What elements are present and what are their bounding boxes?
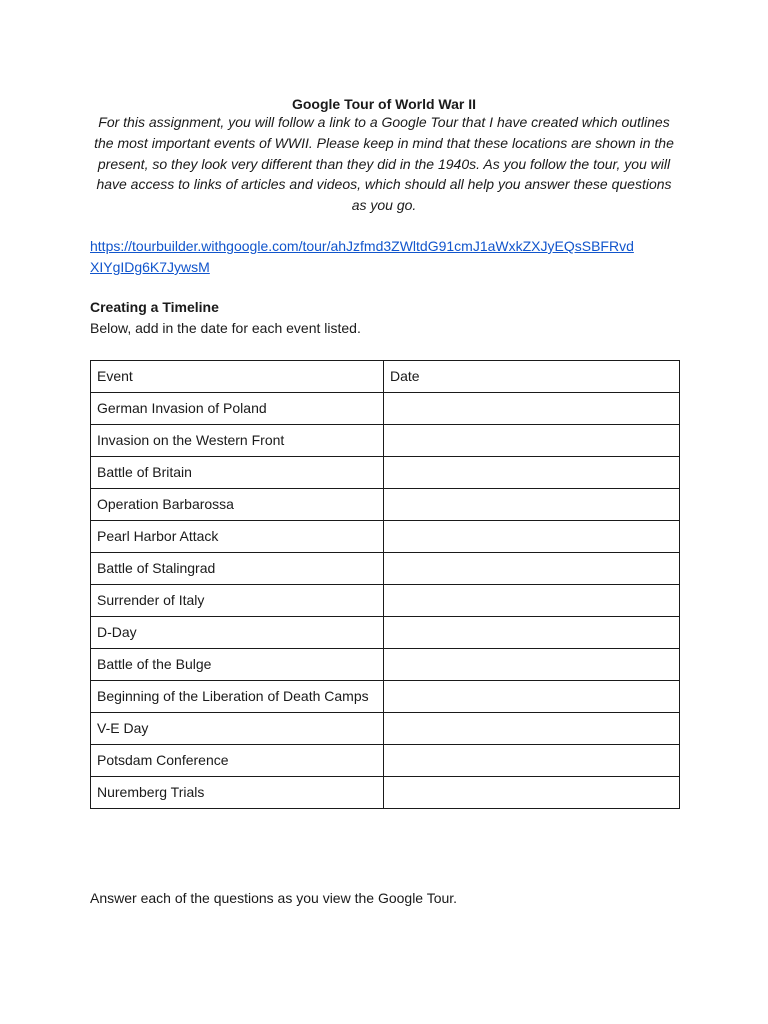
tour-link-line-1[interactable]: https://tourbuilder.withgoogle.com/tour/ahJzfmd3ZWltdG91cmJ1aWxkZXJyEQsSBFRvd: [90, 238, 634, 254]
table-row: [91, 393, 680, 425]
section-heading: Creating a Timeline: [90, 299, 219, 315]
answer-instructions: Answer each of the questions as you view the Google Tour.: [90, 890, 458, 906]
date-cell[interactable]: [384, 553, 680, 585]
timeline-table: [90, 360, 680, 809]
table-row: [91, 745, 680, 777]
tour-link-line-2[interactable]: XIYgIDg6K7JywsM: [90, 259, 210, 275]
table-row: [91, 617, 680, 649]
table-row: [91, 553, 680, 585]
event-cell: Surrender of Italy: [91, 585, 384, 617]
event-cell: Operation Barbarossa: [91, 489, 384, 521]
date-cell[interactable]: [384, 681, 680, 713]
date-cell[interactable]: [384, 425, 680, 457]
page-title: Google Tour of World War II: [291, 96, 477, 112]
table-row: [91, 713, 680, 745]
table-row: [91, 585, 680, 617]
date-cell[interactable]: [384, 713, 680, 745]
table-row: [91, 521, 680, 553]
date-cell[interactable]: [384, 649, 680, 681]
date-cell[interactable]: [384, 617, 680, 649]
event-cell: Battle of Britain: [91, 457, 384, 489]
table-row: [91, 681, 680, 713]
table-row: [91, 457, 680, 489]
event-cell: Potsdam Conference: [91, 745, 384, 777]
date-cell[interactable]: [384, 521, 680, 553]
date-cell[interactable]: [384, 393, 680, 425]
intro-paragraph: For this assignment, you will follow a link to a Google Tour that I have created which outlines the most important events of WWII. Please keep in mind that these locations are shown in the present, so they look very different than they did in the 1940s. As you follow the tour, you will have access to links of articles and videos, which should all help you answer these questions as you go.: [94, 114, 674, 214]
column-header-date: Date: [384, 361, 680, 393]
table-header-row: [91, 361, 680, 393]
table-row: [91, 649, 680, 681]
event-cell: Battle of Stalingrad: [91, 553, 384, 585]
event-cell: Battle of the Bulge: [91, 649, 384, 681]
table-row: [91, 425, 680, 457]
date-cell[interactable]: [384, 585, 680, 617]
column-header-event: Event: [91, 361, 384, 393]
event-cell: Nuremberg Trials: [91, 777, 384, 809]
event-cell: V-E Day: [91, 713, 384, 745]
date-cell[interactable]: [384, 489, 680, 521]
table-row: [91, 777, 680, 809]
section-instructions: Below, add in the date for each event listed.: [90, 320, 361, 336]
event-cell: German Invasion of Poland: [91, 393, 384, 425]
tour-link[interactable]: [90, 236, 690, 278]
date-cell[interactable]: [384, 745, 680, 777]
event-cell: Invasion on the Western Front: [91, 425, 384, 457]
event-cell: D-Day: [91, 617, 384, 649]
date-cell[interactable]: [384, 777, 680, 809]
event-cell: Pearl Harbor Attack: [91, 521, 384, 553]
table-row: [91, 489, 680, 521]
event-cell: Beginning of the Liberation of Death Camps: [91, 681, 384, 713]
date-cell[interactable]: [384, 457, 680, 489]
